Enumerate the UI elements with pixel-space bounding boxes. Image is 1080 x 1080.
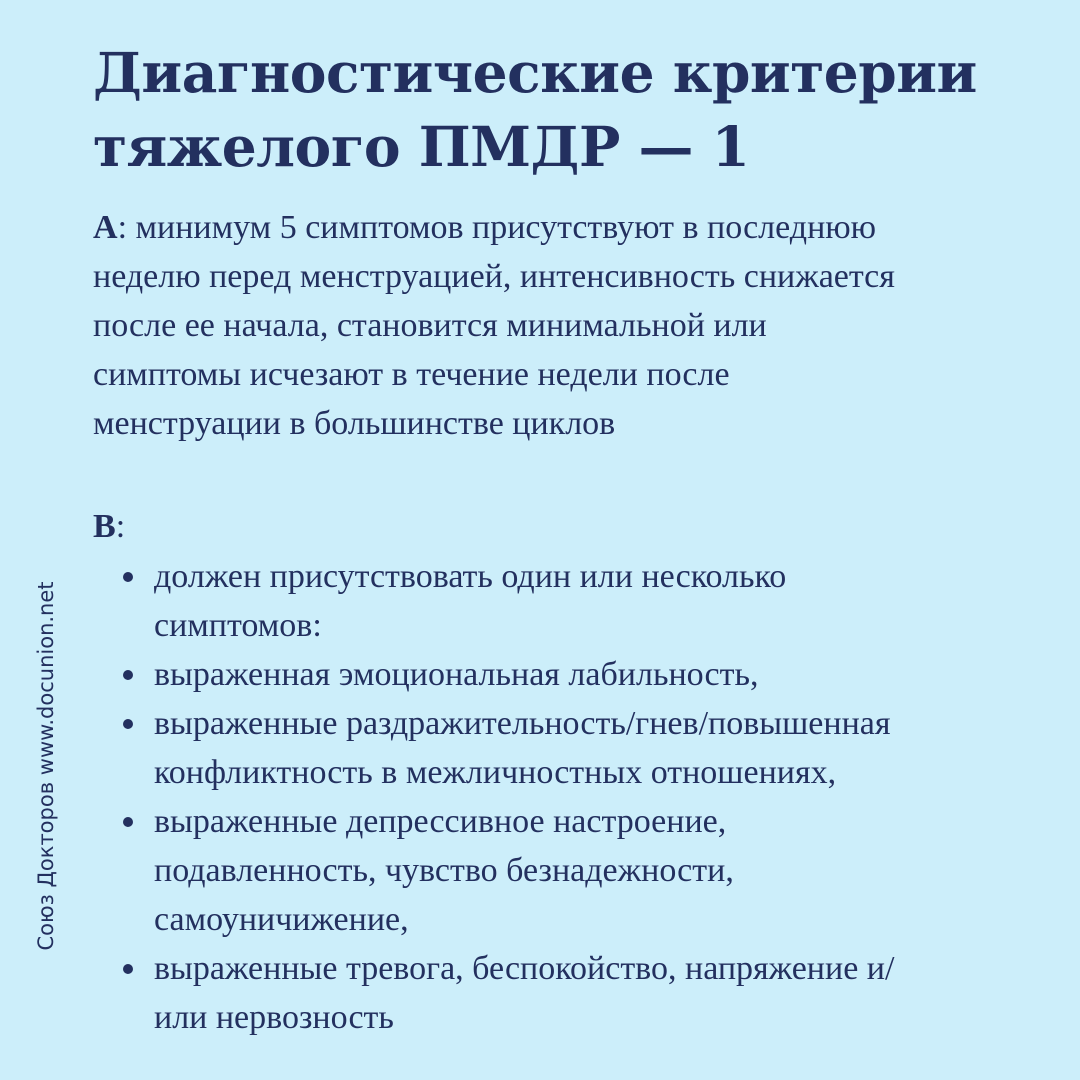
bullet-dot-icon bbox=[123, 817, 133, 827]
list-item bbox=[93, 552, 1053, 650]
bullet-dot-icon bbox=[123, 719, 133, 729]
title-line-2: тяжелого ПМДР — 1 bbox=[93, 114, 750, 179]
criterion-b-separator: : bbox=[115, 508, 126, 545]
list-item-line: конфликтность в межличностных отношениях, bbox=[154, 754, 837, 791]
criterion-b-label: В bbox=[93, 508, 116, 545]
list-item-line: выраженные депрессивное настроение, bbox=[154, 803, 727, 840]
criterion-a-line: неделю перед менструацией, интенсивность снижается bbox=[93, 258, 895, 295]
criterion-a-text: минимум 5 симптомов присутствуют в последнюю bbox=[127, 209, 877, 246]
title-line-1: Диагностические критерии bbox=[93, 40, 977, 105]
bullet-dot-icon bbox=[123, 670, 133, 680]
bullet-dot-icon bbox=[123, 572, 133, 582]
list-item-line: выраженные тревога, беспокойство, напряжение и/ bbox=[154, 950, 895, 987]
list-item-line: самоуничижение, bbox=[154, 901, 409, 938]
page-title bbox=[93, 36, 1053, 184]
criterion-a-line bbox=[93, 203, 1053, 252]
side-credit-watermark: Союз Докторов www.docunion.net bbox=[34, 581, 58, 951]
list-item bbox=[93, 699, 1053, 797]
list-item-line: выраженные раздражительность/гнев/повышенная bbox=[154, 705, 891, 742]
criterion-b-heading bbox=[93, 502, 125, 551]
criterion-a-line: после ее начала, становится минимальной или bbox=[93, 307, 767, 344]
criterion-b-list bbox=[93, 552, 1053, 1042]
criterion-a-paragraph bbox=[93, 203, 1053, 448]
list-item bbox=[93, 944, 1053, 1042]
criterion-a-separator: : bbox=[117, 209, 128, 246]
list-item-line: подавленность, чувство безнадежности, bbox=[154, 852, 734, 889]
list-item-line: выраженная эмоциональная лабильность, bbox=[154, 656, 759, 693]
list-item bbox=[93, 797, 1053, 944]
list-item-line: должен присутствовать один или несколько bbox=[154, 558, 787, 595]
list-item-line: симптомов: bbox=[154, 607, 322, 644]
list-item-line: или нервозность bbox=[154, 999, 394, 1036]
bullet-dot-icon bbox=[123, 964, 133, 974]
criterion-a-line: менструации в большинстве циклов bbox=[93, 405, 616, 442]
criterion-a-label: А bbox=[93, 209, 118, 246]
criterion-a-line: симптомы исчезают в течение недели после bbox=[93, 356, 730, 393]
list-item bbox=[93, 650, 1053, 699]
